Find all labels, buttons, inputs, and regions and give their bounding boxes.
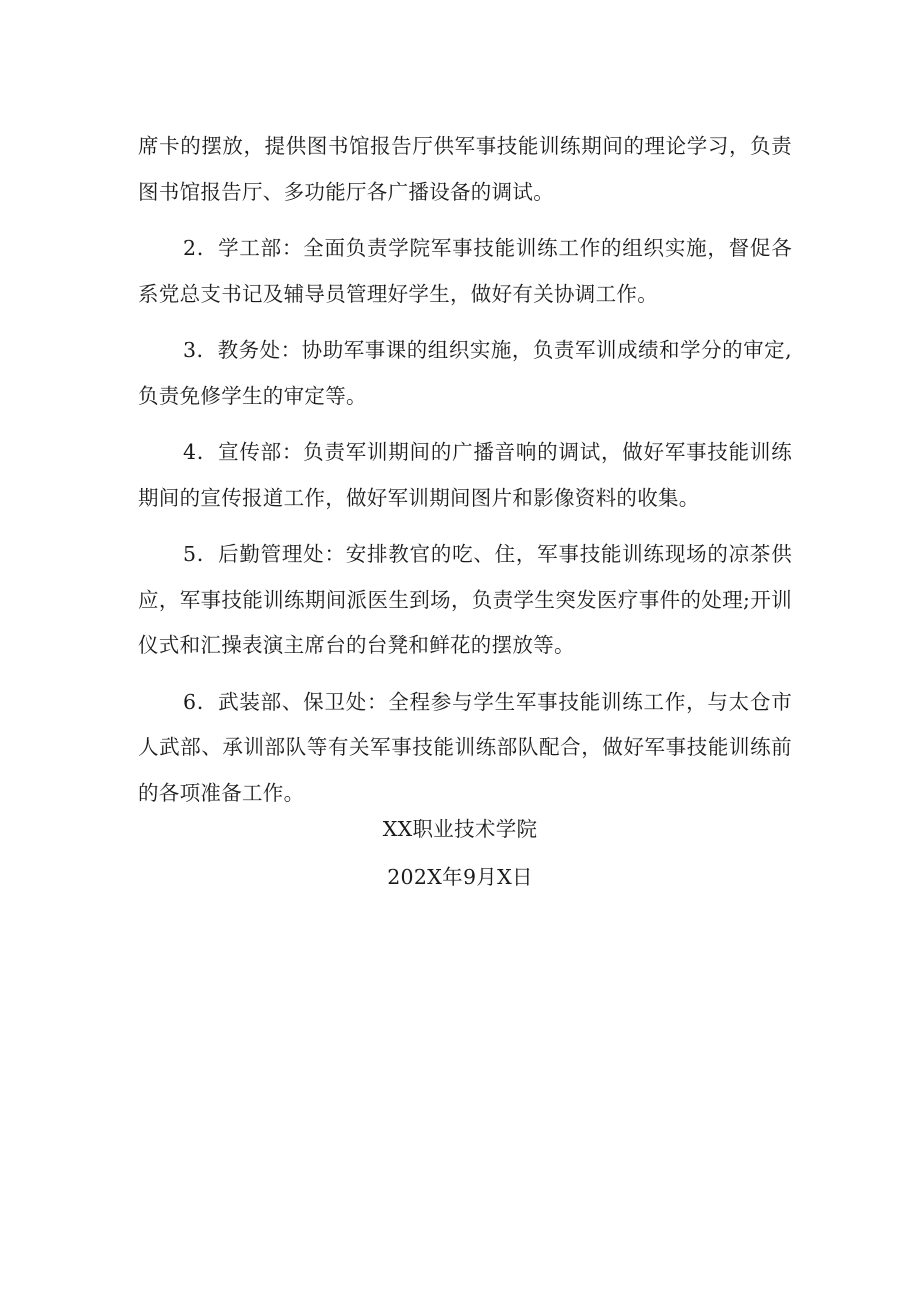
paragraph-item-3: 3．教务处：协助军事课的组织实施，负责军训成绩和学分的审定,负责免修学生的审定等。 xyxy=(138,338,792,408)
document-body xyxy=(138,124,792,816)
paragraph-continuation: 席卡的摆放，提供图书馆报告厅供军事技能训练期间的理论学习，负责图书馆报告厅、多功能厅各广播设备的调试。 xyxy=(138,134,792,204)
paragraph-item-5: 5．后勤管理处：安排教官的吃、住，军事技能训练现场的凉茶供应，军事技能训练期间派医生到场，负责学生突发医疗事件的处理;开训仪式和汇操表演主席台的台凳和鲜花的摆放等。 xyxy=(138,542,792,657)
paragraph-item-4: 4．宣传部：负责军训期间的广播音响的调试，做好军事技能训练期间的宣传报道工作，做好军训期间图片和影像资料的收集。 xyxy=(138,440,792,510)
signature-date: 202X年9月X日 xyxy=(387,865,533,889)
paragraph-item-6: 6．武装部、保卫处：全程参与学生军事技能训练工作，与太仓市人武部、承训部队等有关军事技能训练部队配合，做好军事技能训练前的各项准备工作。 xyxy=(138,689,792,805)
paragraph-item-2: 2．学工部：全面负责学院军事技能训练工作的组织实施，督促各系党总支书记及辅导员管理好学生，做好有关协调工作。 xyxy=(138,236,792,306)
signature-organization: XX职业技术学院 xyxy=(382,817,538,841)
